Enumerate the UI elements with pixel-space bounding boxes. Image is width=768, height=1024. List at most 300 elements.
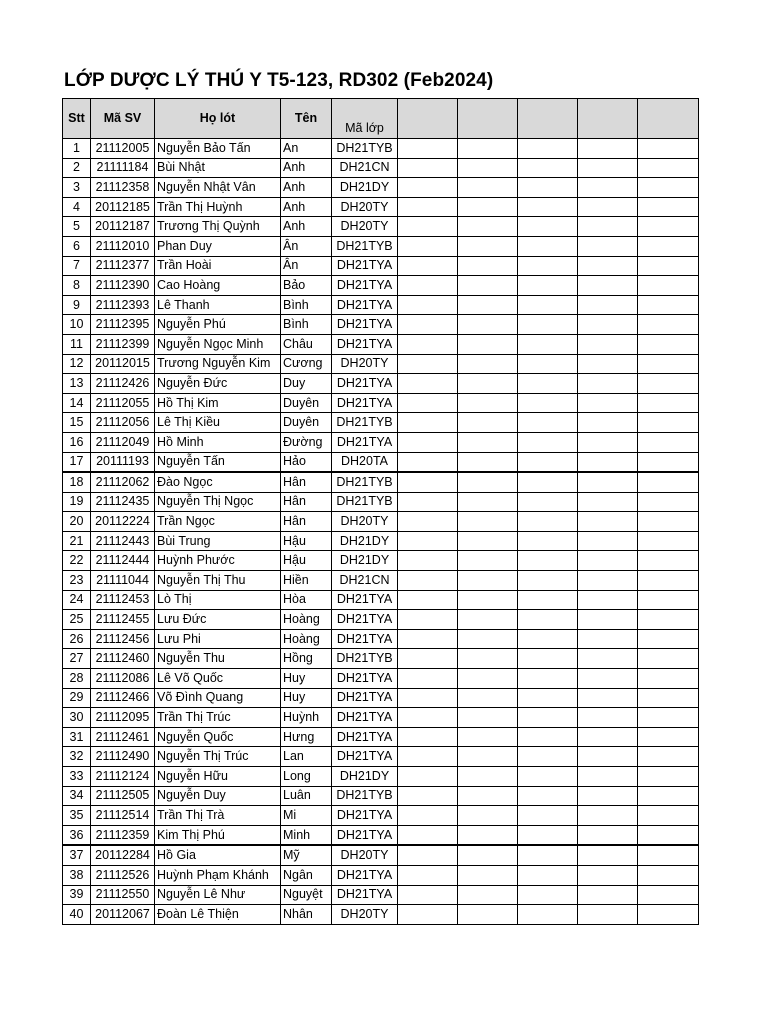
blank-cell — [638, 334, 699, 354]
surname-cell: Lê Thanh — [155, 295, 281, 315]
blank-cell — [398, 295, 458, 315]
table-row — [63, 786, 699, 806]
table-row — [63, 531, 699, 551]
stt-cell: 5 — [63, 217, 91, 237]
blank-cell — [398, 629, 458, 649]
given-name-cell: Anh — [281, 178, 332, 198]
blank-cell — [398, 236, 458, 256]
blank-cell — [398, 393, 458, 413]
surname-cell: Nguyễn Thị Ngọc — [155, 492, 281, 512]
blank-cell — [578, 767, 638, 787]
surname-cell: Trần Ngọc — [155, 512, 281, 532]
blank-cell — [578, 492, 638, 512]
surname-cell: Kim Thị Phú — [155, 825, 281, 845]
surname-cell: Trần Thị Trúc — [155, 708, 281, 728]
blank-cell — [458, 315, 518, 335]
stt-cell: 28 — [63, 669, 91, 689]
table-row — [63, 610, 699, 630]
blank-cell — [518, 590, 578, 610]
table-row — [63, 315, 699, 335]
stt-cell: 26 — [63, 629, 91, 649]
class-code-cell: DH21TYA — [332, 806, 398, 826]
surname-cell: Lò Thị — [155, 590, 281, 610]
header-blank-col — [398, 99, 458, 139]
blank-cell — [398, 158, 458, 178]
blank-cell — [458, 197, 518, 217]
given-name-cell: Hiền — [281, 571, 332, 591]
blank-cell — [398, 571, 458, 591]
class-code-cell: DH21TYA — [332, 295, 398, 315]
surname-cell: Nguyễn Quốc — [155, 727, 281, 747]
surname-cell: Lê Võ Quốc — [155, 669, 281, 689]
student-id-cell: 21112443 — [91, 531, 155, 551]
blank-cell — [398, 512, 458, 532]
blank-cell — [578, 885, 638, 905]
student-id-cell: 21112359 — [91, 825, 155, 845]
blank-cell — [458, 374, 518, 394]
blank-cell — [398, 610, 458, 630]
given-name-cell: Hưng — [281, 727, 332, 747]
given-name-cell: Hồng — [281, 649, 332, 669]
stt-cell: 14 — [63, 393, 91, 413]
student-id-cell: 21112095 — [91, 708, 155, 728]
blank-cell — [518, 531, 578, 551]
header-blank-col — [458, 99, 518, 139]
class-code-cell: DH21TYA — [332, 432, 398, 452]
blank-cell — [638, 236, 699, 256]
stt-cell: 19 — [63, 492, 91, 512]
blank-cell — [398, 334, 458, 354]
blank-cell — [398, 865, 458, 885]
class-code-cell: DH21DY — [332, 767, 398, 787]
blank-cell — [458, 217, 518, 237]
blank-cell — [458, 727, 518, 747]
stt-cell: 23 — [63, 571, 91, 591]
surname-cell: Nguyễn Thị Trúc — [155, 747, 281, 767]
student-id-cell: 21112490 — [91, 747, 155, 767]
page-title: LỚP DƯỢC LÝ THÚ Y T5-123, RD302 (Feb2024) — [64, 70, 494, 91]
class-code-cell: DH21TYA — [332, 374, 398, 394]
blank-cell — [518, 472, 578, 492]
class-code-cell: DH21TYA — [332, 629, 398, 649]
blank-cell — [518, 492, 578, 512]
blank-cell — [458, 669, 518, 689]
student-id-cell: 21112377 — [91, 256, 155, 276]
table-row — [63, 472, 699, 492]
blank-cell — [578, 905, 638, 925]
surname-cell: Đoàn Lê Thiện — [155, 905, 281, 925]
table-row — [63, 334, 699, 354]
blank-cell — [398, 590, 458, 610]
class-code-cell: DH21TYA — [332, 610, 398, 630]
surname-cell: Nguyễn Lê Như — [155, 885, 281, 905]
surname-cell: Nguyễn Đức — [155, 374, 281, 394]
blank-cell — [518, 295, 578, 315]
class-code-cell: DH20TA — [332, 452, 398, 472]
surname-cell: Nguyễn Thu — [155, 649, 281, 669]
table-row — [63, 452, 699, 472]
given-name-cell: Huỳnh — [281, 708, 332, 728]
header-row — [63, 99, 699, 139]
given-name-cell: Mỹ — [281, 845, 332, 865]
stt-cell: 1 — [63, 139, 91, 159]
stt-cell: 32 — [63, 747, 91, 767]
class-code-cell: DH21TYB — [332, 786, 398, 806]
blank-cell — [518, 845, 578, 865]
class-code-cell: DH21TYB — [332, 649, 398, 669]
surname-cell: Trương Nguyễn Kim — [155, 354, 281, 374]
surname-cell: Đào Ngọc — [155, 472, 281, 492]
blank-cell — [398, 452, 458, 472]
blank-cell — [578, 727, 638, 747]
table-row — [63, 825, 699, 845]
class-code-cell: DH21TYA — [332, 256, 398, 276]
blank-cell — [458, 334, 518, 354]
surname-cell: Nguyễn Duy — [155, 786, 281, 806]
header-stt: Stt — [63, 99, 91, 139]
given-name-cell: Hân — [281, 472, 332, 492]
blank-cell — [638, 571, 699, 591]
blank-cell — [518, 905, 578, 925]
class-code-cell: DH21TYA — [332, 708, 398, 728]
given-name-cell: Ân — [281, 256, 332, 276]
given-name-cell: Hảo — [281, 452, 332, 472]
blank-cell — [578, 178, 638, 198]
class-code-cell: DH21CN — [332, 158, 398, 178]
blank-cell — [638, 512, 699, 532]
student-id-cell: 21112086 — [91, 669, 155, 689]
blank-cell — [518, 885, 578, 905]
blank-cell — [518, 413, 578, 433]
blank-cell — [518, 158, 578, 178]
blank-cell — [518, 551, 578, 571]
table-row — [63, 767, 699, 787]
blank-cell — [578, 139, 638, 159]
blank-cell — [518, 315, 578, 335]
stt-cell: 36 — [63, 825, 91, 845]
blank-cell — [578, 432, 638, 452]
surname-cell: Bùi Nhật — [155, 158, 281, 178]
given-name-cell: Hậu — [281, 551, 332, 571]
blank-cell — [578, 315, 638, 335]
student-id-cell: 21112453 — [91, 590, 155, 610]
blank-cell — [638, 295, 699, 315]
blank-cell — [578, 217, 638, 237]
stt-cell: 17 — [63, 452, 91, 472]
table-row — [63, 845, 699, 865]
blank-cell — [518, 354, 578, 374]
blank-cell — [458, 610, 518, 630]
blank-cell — [578, 590, 638, 610]
class-code-cell: DH21TYA — [332, 688, 398, 708]
blank-cell — [518, 571, 578, 591]
blank-cell — [578, 649, 638, 669]
blank-cell — [638, 727, 699, 747]
student-id-cell: 20112185 — [91, 197, 155, 217]
student-id-cell: 21112010 — [91, 236, 155, 256]
stt-cell: 16 — [63, 432, 91, 452]
table-row — [63, 669, 699, 689]
class-code-cell: DH20TY — [332, 512, 398, 532]
blank-cell — [518, 825, 578, 845]
blank-cell — [518, 669, 578, 689]
student-id-cell: 21112526 — [91, 865, 155, 885]
header-blank-col — [638, 99, 699, 139]
blank-cell — [398, 905, 458, 925]
blank-cell — [518, 747, 578, 767]
given-name-cell: Hòa — [281, 590, 332, 610]
given-name-cell: Hậu — [281, 531, 332, 551]
given-name-cell: Mi — [281, 806, 332, 826]
table-row — [63, 727, 699, 747]
stt-cell: 33 — [63, 767, 91, 787]
table-row — [63, 688, 699, 708]
blank-cell — [398, 256, 458, 276]
table-row — [63, 806, 699, 826]
table-row — [63, 492, 699, 512]
blank-cell — [638, 845, 699, 865]
blank-cell — [638, 590, 699, 610]
blank-cell — [578, 452, 638, 472]
class-code-cell: DH21TYA — [332, 334, 398, 354]
blank-cell — [638, 825, 699, 845]
surname-cell: Hồ Gia — [155, 845, 281, 865]
blank-cell — [578, 276, 638, 296]
class-code-cell: DH20TY — [332, 197, 398, 217]
blank-cell — [578, 236, 638, 256]
blank-cell — [578, 472, 638, 492]
blank-cell — [638, 139, 699, 159]
blank-cell — [638, 767, 699, 787]
blank-cell — [578, 295, 638, 315]
student-id-cell: 21111184 — [91, 158, 155, 178]
blank-cell — [638, 158, 699, 178]
blank-cell — [638, 531, 699, 551]
class-code-cell: DH21TYA — [332, 393, 398, 413]
class-code-cell: DH21DY — [332, 178, 398, 198]
blank-cell — [638, 669, 699, 689]
student-id-cell: 21112062 — [91, 472, 155, 492]
student-id-cell: 21112124 — [91, 767, 155, 787]
student-id-cell: 21112505 — [91, 786, 155, 806]
blank-cell — [518, 334, 578, 354]
surname-cell: Võ Đình Quang — [155, 688, 281, 708]
stt-cell: 30 — [63, 708, 91, 728]
blank-cell — [638, 217, 699, 237]
student-id-cell: 21112395 — [91, 315, 155, 335]
blank-cell — [458, 393, 518, 413]
blank-cell — [578, 512, 638, 532]
blank-cell — [518, 649, 578, 669]
given-name-cell: Duy — [281, 374, 332, 394]
blank-cell — [398, 197, 458, 217]
blank-cell — [458, 139, 518, 159]
blank-cell — [638, 708, 699, 728]
class-code-cell: DH21TYA — [332, 276, 398, 296]
given-name-cell: Châu — [281, 334, 332, 354]
blank-cell — [638, 374, 699, 394]
blank-cell — [398, 885, 458, 905]
blank-cell — [458, 865, 518, 885]
blank-cell — [518, 236, 578, 256]
given-name-cell: Hân — [281, 492, 332, 512]
student-id-cell: 21112550 — [91, 885, 155, 905]
student-id-cell: 21112455 — [91, 610, 155, 630]
table-row — [63, 629, 699, 649]
table-row — [63, 236, 699, 256]
blank-cell — [398, 688, 458, 708]
blank-cell — [518, 276, 578, 296]
blank-cell — [398, 825, 458, 845]
table-row — [63, 158, 699, 178]
blank-cell — [458, 178, 518, 198]
blank-cell — [578, 354, 638, 374]
blank-cell — [518, 374, 578, 394]
stt-cell: 31 — [63, 727, 91, 747]
blank-cell — [578, 865, 638, 885]
blank-cell — [398, 786, 458, 806]
stt-cell: 27 — [63, 649, 91, 669]
blank-cell — [578, 413, 638, 433]
class-code-cell: DH20TY — [332, 217, 398, 237]
blank-cell — [638, 610, 699, 630]
given-name-cell: Hân — [281, 512, 332, 532]
blank-cell — [578, 551, 638, 571]
blank-cell — [458, 786, 518, 806]
student-id-cell: 21112055 — [91, 393, 155, 413]
surname-cell: Trần Thị Trà — [155, 806, 281, 826]
blank-cell — [398, 139, 458, 159]
blank-cell — [578, 786, 638, 806]
student-roster-table — [62, 98, 699, 925]
given-name-cell: Đường — [281, 432, 332, 452]
blank-cell — [398, 374, 458, 394]
stt-cell: 11 — [63, 334, 91, 354]
blank-cell — [638, 197, 699, 217]
blank-cell — [398, 432, 458, 452]
given-name-cell: Lan — [281, 747, 332, 767]
table-row — [63, 512, 699, 532]
student-id-cell: 20112015 — [91, 354, 155, 374]
blank-cell — [638, 865, 699, 885]
blank-cell — [398, 315, 458, 335]
blank-cell — [518, 197, 578, 217]
blank-cell — [398, 472, 458, 492]
blank-cell — [398, 649, 458, 669]
blank-cell — [458, 885, 518, 905]
blank-cell — [458, 432, 518, 452]
blank-cell — [398, 413, 458, 433]
given-name-cell: Anh — [281, 197, 332, 217]
student-id-cell: 21112444 — [91, 551, 155, 571]
surname-cell: Nguyễn Thị Thu — [155, 571, 281, 591]
blank-cell — [398, 492, 458, 512]
blank-cell — [458, 845, 518, 865]
class-code-cell: DH21TYA — [332, 825, 398, 845]
table-row — [63, 865, 699, 885]
table-row — [63, 905, 699, 925]
blank-cell — [458, 629, 518, 649]
stt-cell: 24 — [63, 590, 91, 610]
surname-cell: Huỳnh Phạm Khánh — [155, 865, 281, 885]
blank-cell — [578, 629, 638, 649]
class-code-cell: DH21TYA — [332, 590, 398, 610]
blank-cell — [458, 551, 518, 571]
blank-cell — [638, 452, 699, 472]
surname-cell: Trương Thị Quỳnh — [155, 217, 281, 237]
stt-cell: 39 — [63, 885, 91, 905]
class-code-cell: DH21TYB — [332, 472, 398, 492]
blank-cell — [518, 786, 578, 806]
surname-cell: Hồ Thị Kim — [155, 393, 281, 413]
class-code-cell: DH21TYA — [332, 865, 398, 885]
student-id-cell: 20112224 — [91, 512, 155, 532]
student-id-cell: 21112426 — [91, 374, 155, 394]
surname-cell: Lưu Phi — [155, 629, 281, 649]
stt-cell: 29 — [63, 688, 91, 708]
surname-cell: Bùi Trung — [155, 531, 281, 551]
roster-body — [63, 139, 699, 925]
blank-cell — [638, 432, 699, 452]
blank-cell — [398, 354, 458, 374]
table-row — [63, 217, 699, 237]
stt-cell: 15 — [63, 413, 91, 433]
student-id-cell: 21111044 — [91, 571, 155, 591]
given-name-cell: Minh — [281, 825, 332, 845]
given-name-cell: Duyên — [281, 413, 332, 433]
stt-cell: 34 — [63, 786, 91, 806]
blank-cell — [518, 727, 578, 747]
student-id-cell: 21112393 — [91, 295, 155, 315]
stt-cell: 18 — [63, 472, 91, 492]
blank-cell — [458, 276, 518, 296]
blank-cell — [638, 178, 699, 198]
header-masv: Mã SV — [91, 99, 155, 139]
given-name-cell: Nhân — [281, 905, 332, 925]
student-id-cell: 21112049 — [91, 432, 155, 452]
blank-cell — [578, 571, 638, 591]
header-blank-col — [578, 99, 638, 139]
class-code-cell: DH20TY — [332, 354, 398, 374]
class-code-cell: DH21TYA — [332, 885, 398, 905]
table-row — [63, 139, 699, 159]
table-row — [63, 413, 699, 433]
blank-cell — [518, 432, 578, 452]
blank-cell — [518, 178, 578, 198]
blank-cell — [398, 276, 458, 296]
blank-cell — [518, 610, 578, 630]
given-name-cell: Huy — [281, 669, 332, 689]
stt-cell: 10 — [63, 315, 91, 335]
student-id-cell: 21112399 — [91, 334, 155, 354]
student-id-cell: 21112358 — [91, 178, 155, 198]
table-row — [63, 885, 699, 905]
blank-cell — [638, 393, 699, 413]
table-row — [63, 649, 699, 669]
blank-cell — [578, 669, 638, 689]
blank-cell — [578, 806, 638, 826]
blank-cell — [398, 708, 458, 728]
surname-cell: Lưu Đức — [155, 610, 281, 630]
blank-cell — [518, 806, 578, 826]
stt-cell: 21 — [63, 531, 91, 551]
class-code-cell: DH21TYA — [332, 315, 398, 335]
student-id-cell: 20112284 — [91, 845, 155, 865]
stt-cell: 12 — [63, 354, 91, 374]
given-name-cell: Huy — [281, 688, 332, 708]
table-row — [63, 747, 699, 767]
student-id-cell: 20112067 — [91, 905, 155, 925]
